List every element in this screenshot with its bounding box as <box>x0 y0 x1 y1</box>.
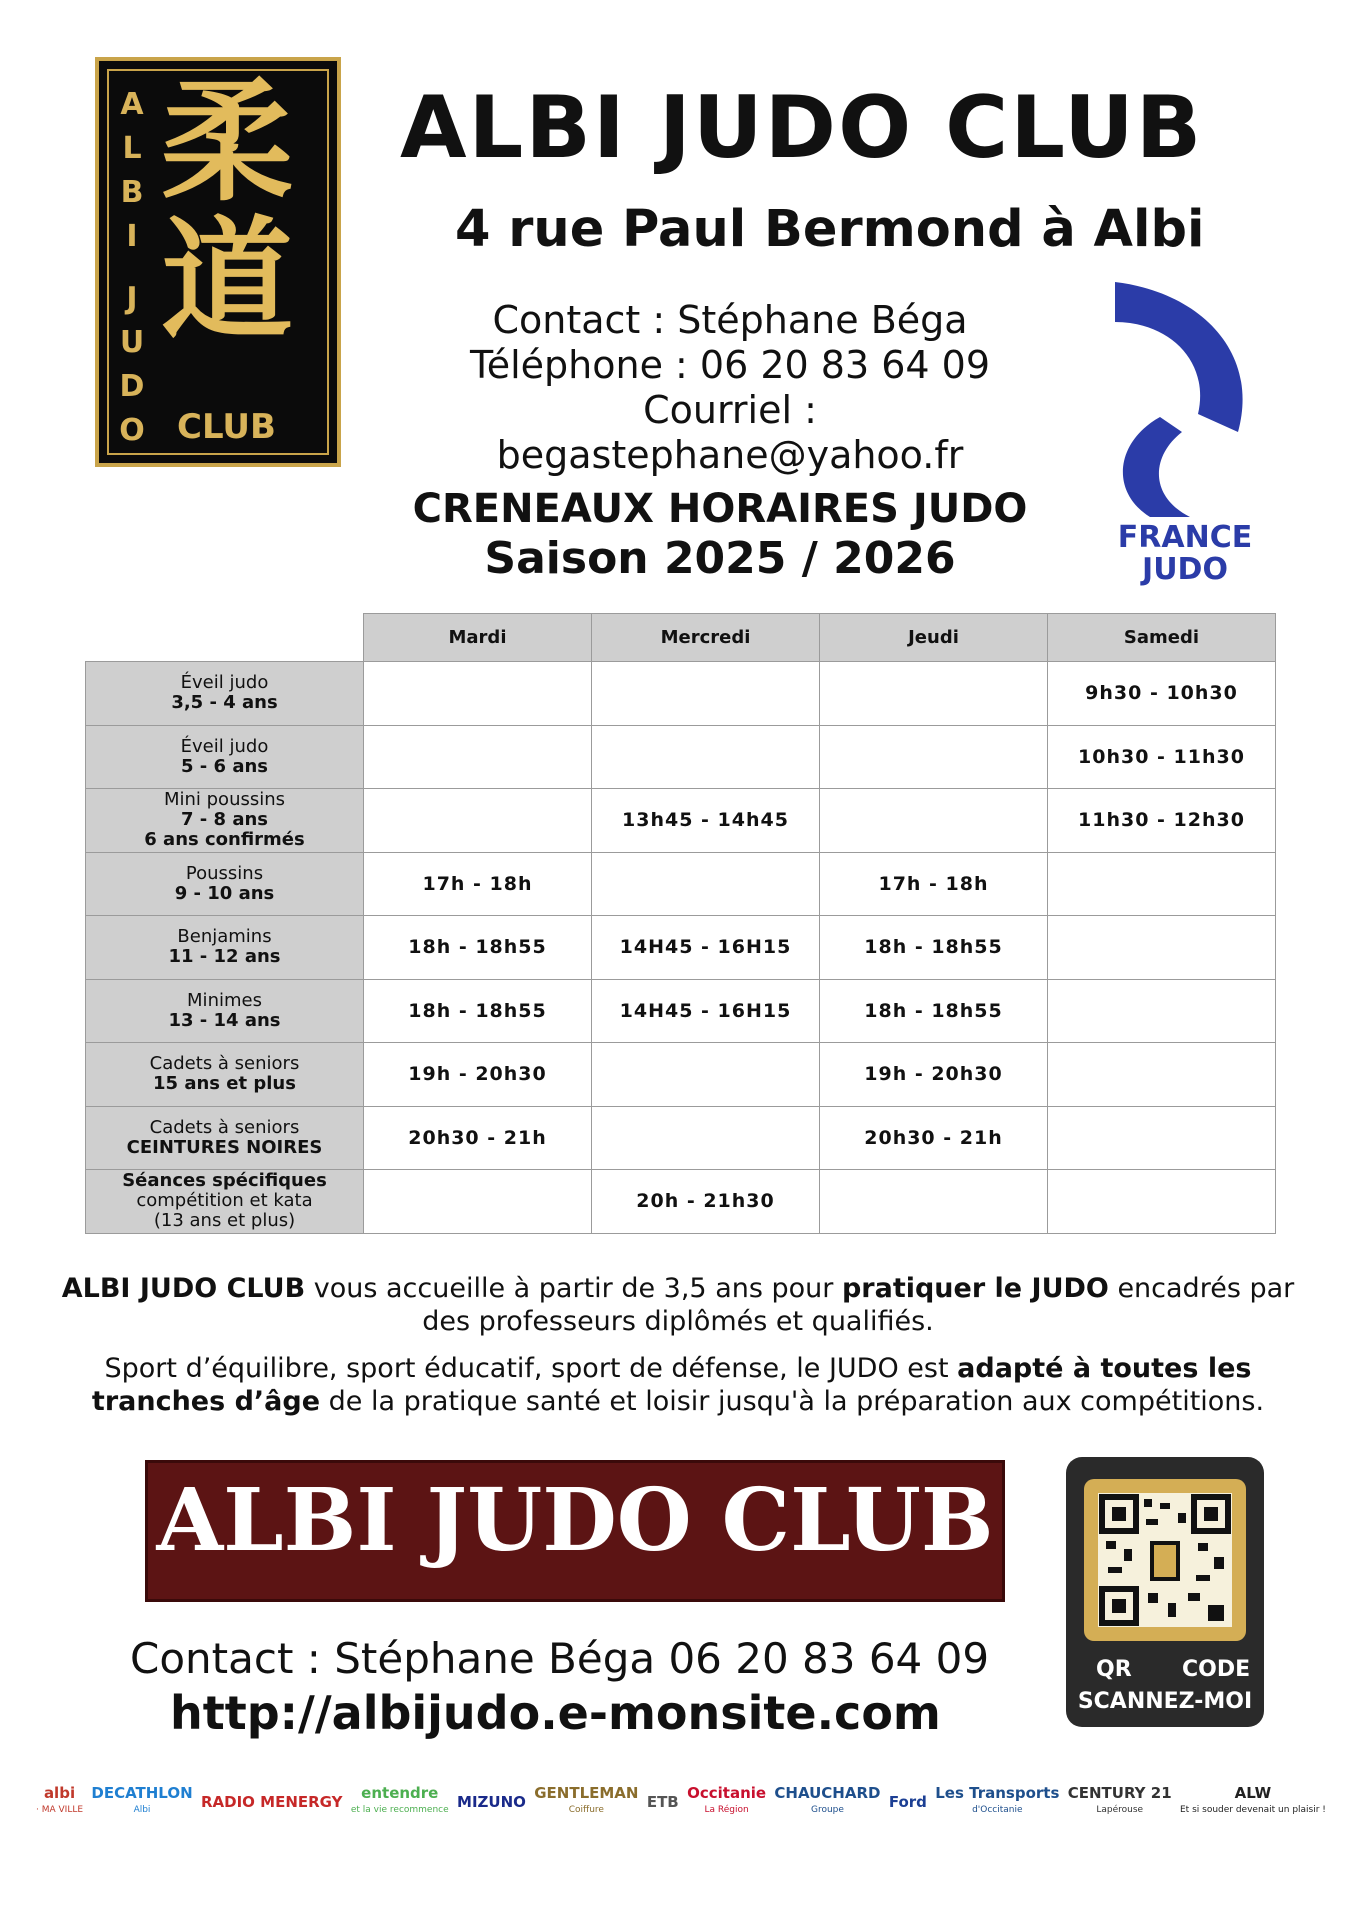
category-cell <box>86 979 364 1043</box>
time-slot-cell <box>1048 1170 1276 1234</box>
time-slot-cell: 20h30 - 21h <box>820 1106 1048 1170</box>
logo-letter: I <box>126 219 138 254</box>
sponsor-name: Ford <box>888 1792 927 1811</box>
time-slot-cell <box>1048 916 1276 980</box>
day-header: Mercredi <box>592 614 820 662</box>
sponsor-logo <box>457 1774 526 1830</box>
table-row <box>86 979 1276 1043</box>
category-line: 3,5 - 4 ans <box>171 692 278 714</box>
sponsor-subtitle: · MA VILLE <box>36 1805 84 1815</box>
ffj-line2: JUDO <box>1142 552 1228 587</box>
sponsor-name: ETB <box>646 1792 679 1811</box>
logo-letter: A <box>120 87 144 122</box>
time-slot-cell: 11h30 - 12h30 <box>1048 789 1276 853</box>
time-slot-cell: 10h30 - 11h30 <box>1048 725 1276 789</box>
category-cell <box>86 789 364 853</box>
category-line: 5 - 6 ans <box>181 755 268 777</box>
category-line: 6 ans confirmés <box>144 829 305 851</box>
france-judo-emblem-icon <box>1110 282 1260 517</box>
category-cell <box>86 1170 364 1234</box>
time-slot-cell <box>364 662 592 726</box>
sponsor-logo <box>774 1774 880 1830</box>
time-slot-cell: 19h - 20h30 <box>820 1043 1048 1107</box>
time-slot-cell <box>364 1170 592 1234</box>
schedule-title <box>370 484 1070 584</box>
logo-letter: B <box>120 175 144 210</box>
category-line: 7 - 8 ans <box>181 809 268 831</box>
time-slot-cell <box>592 852 820 916</box>
sponsor-logo <box>1068 1774 1172 1830</box>
time-slot-cell: 17h - 18h <box>364 852 592 916</box>
logo-letter: J <box>126 281 138 316</box>
france-judo-text <box>1110 522 1260 586</box>
contact-block <box>410 298 1050 478</box>
schedule-season: Saison 2025 / 2026 <box>484 533 956 584</box>
time-slot-cell <box>592 1043 820 1107</box>
time-slot-cell: 20h - 21h30 <box>592 1170 820 1234</box>
qr-code-card[interactable] <box>1066 1457 1264 1727</box>
logo-letter: D <box>119 369 145 404</box>
sponsor-name: CENTURY 21 <box>1067 1784 1172 1802</box>
sponsor-logo <box>889 1774 927 1830</box>
category-line: Éveil judo <box>180 672 269 694</box>
club-logo <box>95 57 341 467</box>
table-row <box>86 662 1276 726</box>
qr-frame <box>1084 1479 1246 1641</box>
sponsor-logo <box>935 1774 1059 1830</box>
table-row <box>86 1170 1276 1234</box>
day-header: Mardi <box>364 614 592 662</box>
time-slot-cell: 19h - 20h30 <box>364 1043 592 1107</box>
logo-vertical-letters <box>117 83 147 453</box>
category-line: CEINTURES NOIRES <box>126 1136 323 1158</box>
sponsor-logo <box>201 1774 343 1830</box>
time-slot-cell <box>592 725 820 789</box>
table-row <box>86 1043 1276 1107</box>
category-line: 15 ans et plus <box>153 1073 296 1095</box>
category-line: 9 - 10 ans <box>174 882 275 904</box>
time-slot-cell <box>820 725 1048 789</box>
qr-label-right: CODE <box>1182 1657 1251 1682</box>
time-slot-cell: 18h - 18h55 <box>364 979 592 1043</box>
time-slot-cell <box>1048 852 1276 916</box>
time-slot-cell <box>592 1106 820 1170</box>
category-line: Cadets à seniors <box>149 1053 300 1075</box>
day-header: Samedi <box>1048 614 1276 662</box>
logo-kanji-do: 道 <box>161 203 293 358</box>
sponsor-subtitle: d'Occitanie <box>972 1805 1023 1815</box>
sponsor-name: RADIO MENERGY <box>200 1792 343 1811</box>
time-slot-cell: 13h45 - 14h45 <box>592 789 820 853</box>
table-row <box>86 1106 1276 1170</box>
time-slot-cell <box>364 725 592 789</box>
logo-letter: U <box>119 325 145 360</box>
time-slot-cell: 18h - 18h55 <box>364 916 592 980</box>
sponsor-logo <box>36 1774 83 1830</box>
category-line: Séances spécifiques <box>122 1170 327 1192</box>
desc-bold: adapté à toutes les tranches d’âge <box>91 1353 1252 1417</box>
category-line: Éveil judo <box>180 735 269 757</box>
sponsor-logo <box>91 1774 192 1830</box>
club-banner <box>145 1460 1005 1602</box>
category-line: 13 - 14 ans <box>168 1009 281 1031</box>
schedule-heading: CRENEAUX HORAIRES JUDO <box>412 486 1028 532</box>
time-slot-cell <box>592 662 820 726</box>
category-cell <box>86 662 364 726</box>
sponsor-subtitle: Et si souder devenait un plaisir ! <box>1180 1805 1326 1815</box>
sponsor-name: MIZUNO <box>457 1792 526 1811</box>
description-paragraph-2 <box>60 1352 1296 1418</box>
contact-name: Contact : Stéphane Béga <box>492 298 968 342</box>
sponsor-strip <box>36 1770 1326 1834</box>
time-slot-cell <box>1048 1043 1276 1107</box>
sponsor-name: entendre <box>361 1784 439 1802</box>
sponsor-name: albi <box>43 1784 76 1802</box>
desc-text: vous accueille à partir de 3,5 ans pour <box>305 1273 842 1304</box>
table-row <box>86 789 1276 853</box>
desc-text: encadrés par des professeurs diplômés et qualifiés. <box>422 1273 1295 1337</box>
website-link[interactable]: http://albijudo.e-monsite.com <box>170 1686 941 1740</box>
category-cell <box>86 852 364 916</box>
time-slot-cell: 9h30 - 10h30 <box>1048 662 1276 726</box>
time-slot-cell: 18h - 18h55 <box>820 979 1048 1043</box>
desc-club-name: ALBI JUDO CLUB <box>61 1273 306 1304</box>
table-row <box>86 852 1276 916</box>
table-row <box>86 725 1276 789</box>
sponsor-name: DECATHLON <box>91 1784 193 1802</box>
time-slot-cell <box>364 789 592 853</box>
category-cell <box>86 1043 364 1107</box>
category-line: Minimes <box>187 989 262 1011</box>
day-header: Jeudi <box>820 614 1048 662</box>
logo-kanji-ju: 柔 <box>161 65 293 220</box>
page-title: ALBI JUDO CLUB <box>400 78 1204 178</box>
sponsor-subtitle: Coiffure <box>568 1805 604 1815</box>
france-judo-logo <box>1110 282 1260 587</box>
banner-text: ALBI JUDO CLUB <box>156 1470 994 1571</box>
time-slot-cell: 14H45 - 16H15 <box>592 979 820 1043</box>
desc-text: Sport d’équilibre, sport éducatif, sport de défense, le JUDO est <box>104 1353 958 1384</box>
footer-contact: Contact : Stéphane Béga 06 20 83 64 09 <box>130 1634 990 1683</box>
description-paragraph-1 <box>60 1272 1296 1338</box>
ffj-line1: FRANCE <box>1117 520 1253 555</box>
sponsor-name: GENTLEMAN <box>534 1784 639 1802</box>
sponsor-logo <box>687 1774 766 1830</box>
time-slot-cell: 14H45 - 16H15 <box>592 916 820 980</box>
logo-letter: L <box>122 131 142 166</box>
category-line: 11 - 12 ans <box>168 946 281 968</box>
time-slot-cell <box>820 789 1048 853</box>
sponsor-name: CHAUCHARD <box>774 1784 881 1802</box>
sponsor-logo <box>647 1774 679 1830</box>
time-slot-cell <box>1048 1106 1276 1170</box>
time-slot-cell <box>1048 979 1276 1043</box>
schedule-table <box>85 613 1276 1234</box>
desc-bold: pratiquer le JUDO <box>841 1273 1109 1304</box>
logo-club-text: CLUB <box>177 407 276 447</box>
logo-letter: O <box>119 413 145 448</box>
category-line: Benjamins <box>177 926 272 948</box>
sponsor-subtitle: et la vie recommence <box>350 1805 449 1815</box>
qr-label-left: QR <box>1096 1657 1132 1682</box>
contact-email: Courriel : begastephane@yahoo.fr <box>496 388 964 477</box>
time-slot-cell: 17h - 18h <box>820 852 1048 916</box>
club-address: 4 rue Paul Bermond à Albi <box>455 200 1205 259</box>
sponsor-subtitle: Albi <box>133 1805 151 1815</box>
qr-code-icon <box>1098 1493 1232 1627</box>
sponsor-logo <box>1180 1774 1326 1830</box>
table-corner <box>86 614 364 662</box>
time-slot-cell: 18h - 18h55 <box>820 916 1048 980</box>
category-cell <box>86 725 364 789</box>
sponsor-name: Les Transports <box>935 1784 1060 1802</box>
table-header-row <box>86 614 1276 662</box>
qr-scan-label: SCANNEZ-MOI <box>1077 1689 1253 1714</box>
category-line: Cadets à seniors <box>149 1116 300 1138</box>
time-slot-cell: 20h30 - 21h <box>364 1106 592 1170</box>
sponsor-subtitle: La Région <box>704 1805 749 1815</box>
category-line: (13 ans et plus) <box>153 1210 296 1232</box>
sponsor-name: Occitanie <box>687 1784 767 1802</box>
sponsor-name: ALW <box>1234 1784 1272 1802</box>
table-row <box>86 916 1276 980</box>
contact-phone: Téléphone : 06 20 83 64 09 <box>469 343 991 387</box>
category-line: Poussins <box>185 862 264 884</box>
sponsor-subtitle: Lapérouse <box>1096 1805 1144 1815</box>
sponsor-subtitle: Groupe <box>810 1805 844 1815</box>
time-slot-cell <box>820 662 1048 726</box>
sponsor-logo <box>351 1774 449 1830</box>
category-line: compétition et kata <box>136 1190 313 1212</box>
category-cell <box>86 916 364 980</box>
desc-text: de la pratique santé et loisir jusqu'à la préparation aux compétitions. <box>320 1386 1265 1417</box>
category-cell <box>86 1106 364 1170</box>
time-slot-cell <box>820 1170 1048 1234</box>
sponsor-logo <box>534 1774 638 1830</box>
category-line: Mini poussins <box>163 789 286 811</box>
